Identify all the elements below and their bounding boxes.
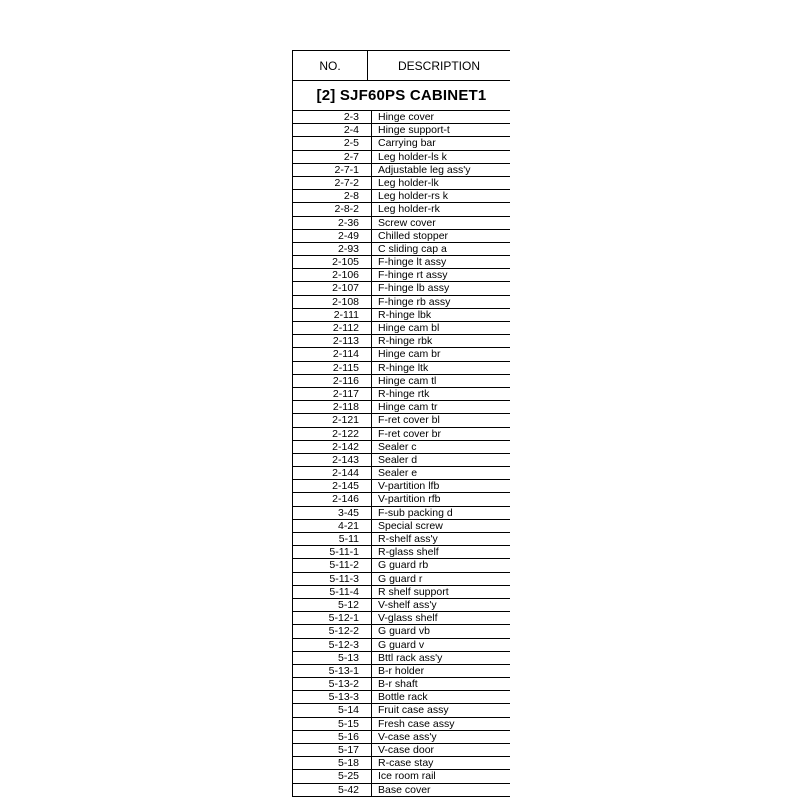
part-description: V-shelf ass'y xyxy=(378,598,437,611)
table-row xyxy=(293,282,510,295)
part-description: R shelf support xyxy=(378,585,449,598)
table-row xyxy=(293,573,510,586)
part-description: Hinge cam bl xyxy=(378,322,440,334)
part-number: 5-13 xyxy=(293,652,372,664)
table-row xyxy=(293,137,510,150)
table-row xyxy=(293,243,510,256)
part-description: Hinge cover xyxy=(378,111,435,123)
part-description: Fruit case assy xyxy=(378,704,449,717)
table-header xyxy=(292,50,510,81)
part-description: G guard r xyxy=(378,572,423,585)
table-row xyxy=(293,375,510,388)
part-number: 2-113 xyxy=(293,335,372,347)
part-number: 2-107 xyxy=(293,282,372,294)
header-description: DESCRIPTION xyxy=(397,58,480,73)
part-number: 2-115 xyxy=(293,362,372,374)
table-row xyxy=(293,784,510,797)
part-number: 5-16 xyxy=(293,731,372,743)
part-description: B-r holder xyxy=(378,664,425,677)
part-description: Sealer d xyxy=(378,453,418,466)
table-row xyxy=(293,322,510,335)
part-number: 5-11 xyxy=(293,533,372,545)
table-row xyxy=(293,559,510,572)
part-description: Fresh case assy xyxy=(378,717,455,730)
table-row xyxy=(293,203,510,216)
part-description: Bottle rack xyxy=(378,691,428,704)
part-description: B-r shaft xyxy=(378,678,418,691)
part-description: Screw cover xyxy=(378,216,436,229)
table-row xyxy=(293,599,510,612)
table-row xyxy=(293,454,510,467)
header-no: NO. xyxy=(293,51,368,80)
part-number: 2-7 xyxy=(293,151,372,163)
part-description: R-case stay xyxy=(378,757,434,770)
part-description: Chilled stopper xyxy=(378,229,449,242)
table-row xyxy=(293,441,510,454)
section-title: [2] SJF60PS CABINET1 xyxy=(292,81,510,111)
part-description: R-hinge rbk xyxy=(378,335,433,348)
part-description: Ice room rail xyxy=(378,770,436,783)
part-description: Hinge support-t xyxy=(378,124,450,137)
part-number: 5-11-1 xyxy=(293,546,372,558)
part-number: 2-111 xyxy=(293,309,372,321)
part-number: 2-5 xyxy=(293,137,372,149)
part-description: Bttl rack ass'y xyxy=(378,651,443,664)
table-row xyxy=(293,612,510,625)
part-number: 2-105 xyxy=(293,256,372,268)
table-row xyxy=(293,414,510,427)
part-number: 2-114 xyxy=(293,348,372,360)
table-row xyxy=(293,309,510,322)
part-description: F-hinge lt assy xyxy=(378,256,447,269)
part-number: 2-108 xyxy=(293,296,372,308)
table-row xyxy=(293,124,510,137)
part-description: V-case door xyxy=(378,744,435,756)
part-number: 2-117 xyxy=(293,388,372,400)
table-row xyxy=(293,335,510,348)
part-description: Hinge cam tr xyxy=(378,401,438,414)
part-number: 2-112 xyxy=(293,322,372,334)
table-row xyxy=(293,217,510,230)
part-number: 2-93 xyxy=(293,243,372,255)
part-description: F-ret cover br xyxy=(378,427,442,440)
part-number: 5-11-4 xyxy=(293,586,372,598)
part-number: 2-116 xyxy=(293,375,372,387)
part-number: 4-21 xyxy=(293,520,372,532)
table-row xyxy=(293,520,510,533)
part-number: 5-13-3 xyxy=(293,691,372,703)
part-number: 5-11-3 xyxy=(293,573,372,585)
part-number: 2-4 xyxy=(293,124,372,136)
part-description: Adjustable leg ass'y xyxy=(378,163,471,176)
table-row xyxy=(293,164,510,177)
table-row xyxy=(293,639,510,652)
part-description: R-glass shelf xyxy=(378,546,439,559)
part-description: F-hinge lb assy xyxy=(378,282,450,295)
part-number: 2-142 xyxy=(293,441,372,453)
part-number: 5-12-3 xyxy=(293,639,372,651)
table-row xyxy=(293,533,510,546)
table-row xyxy=(293,230,510,243)
part-number: 2-106 xyxy=(293,269,372,281)
part-number: 5-25 xyxy=(293,770,372,782)
part-description: R-shelf ass'y xyxy=(378,533,438,545)
part-description: V-partition lfb xyxy=(378,480,440,493)
parts-list-table xyxy=(292,50,510,797)
table-body xyxy=(292,111,510,797)
table-row xyxy=(293,401,510,414)
table-row xyxy=(293,704,510,717)
part-number: 5-11-2 xyxy=(293,559,372,571)
part-description: V-case ass'y xyxy=(378,730,437,743)
table-row xyxy=(293,770,510,783)
part-description: Leg holder-ls k xyxy=(378,150,447,163)
part-number: 3-45 xyxy=(293,507,372,519)
part-description: Leg holder-rk xyxy=(378,203,440,216)
table-row xyxy=(293,151,510,164)
part-number: 5-13-2 xyxy=(293,678,372,690)
table-row xyxy=(293,586,510,599)
table-row xyxy=(293,625,510,638)
table-row xyxy=(293,480,510,493)
part-number: 2-8 xyxy=(293,190,372,202)
table-row xyxy=(293,744,510,757)
part-description: R-hinge ltk xyxy=(378,361,429,374)
table-row xyxy=(293,718,510,731)
part-description: Special screw xyxy=(378,519,443,532)
part-description: Leg holder-rs k xyxy=(378,190,449,203)
part-description: G guard vb xyxy=(378,625,430,638)
table-row xyxy=(293,493,510,506)
part-description: F-sub packing d xyxy=(378,506,453,519)
table-row xyxy=(293,428,510,441)
part-description: G guard rb xyxy=(378,559,429,572)
part-description: Base cover xyxy=(378,783,431,796)
part-description: C sliding cap a xyxy=(378,242,447,255)
part-number: 5-12-2 xyxy=(293,625,372,637)
part-number: 2-143 xyxy=(293,454,372,466)
part-description: F-hinge rb assy xyxy=(378,295,451,308)
table-row xyxy=(293,652,510,665)
table-row xyxy=(293,111,510,124)
part-number: 5-15 xyxy=(293,718,372,730)
table-row xyxy=(293,731,510,744)
part-number: 5-14 xyxy=(293,704,372,716)
table-row xyxy=(293,757,510,770)
table-row xyxy=(293,348,510,361)
table-row xyxy=(293,269,510,282)
part-description: G guard v xyxy=(378,638,425,651)
part-description: V-partition rfb xyxy=(378,493,441,506)
table-row xyxy=(293,467,510,480)
table-row xyxy=(293,362,510,375)
part-number: 2-144 xyxy=(293,467,372,479)
part-description: R-hinge rtk xyxy=(378,387,430,400)
part-number: 2-122 xyxy=(293,428,372,440)
part-number: 2-7-2 xyxy=(293,177,372,189)
part-description: Sealer e xyxy=(378,467,418,480)
table-row xyxy=(293,388,510,401)
table-row xyxy=(293,296,510,309)
part-number: 2-7-1 xyxy=(293,164,372,176)
part-number: 2-49 xyxy=(293,230,372,242)
table-row xyxy=(293,691,510,704)
table-row xyxy=(293,665,510,678)
part-number: 5-12-1 xyxy=(293,612,372,624)
part-number: 2-3 xyxy=(293,111,372,123)
table-row xyxy=(293,256,510,269)
part-description: F-hinge rt assy xyxy=(378,269,448,282)
part-description: R-hinge lbk xyxy=(378,308,432,321)
part-number: 2-145 xyxy=(293,480,372,492)
part-number: 2-121 xyxy=(293,414,372,426)
table-row xyxy=(293,177,510,190)
part-number: 2-36 xyxy=(293,217,372,229)
part-description: Carrying bar xyxy=(378,137,436,150)
part-number: 2-8-2 xyxy=(293,203,372,215)
part-number: 2-146 xyxy=(293,493,372,505)
part-description: Hinge cam br xyxy=(378,348,441,361)
table-row xyxy=(293,678,510,691)
part-description: Leg holder-lk xyxy=(378,176,439,189)
part-number: 5-17 xyxy=(293,744,372,756)
part-number: 2-118 xyxy=(293,401,372,413)
part-number: 5-12 xyxy=(293,599,372,611)
table-row xyxy=(293,507,510,520)
part-number: 5-42 xyxy=(293,784,372,796)
table-row xyxy=(293,546,510,559)
part-description: Hinge cam tl xyxy=(378,374,437,387)
part-description: F-ret cover bl xyxy=(378,414,440,427)
part-description: Sealer c xyxy=(378,440,417,453)
part-number: 5-13-1 xyxy=(293,665,372,677)
table-row xyxy=(293,190,510,203)
part-number: 5-18 xyxy=(293,757,372,769)
part-description: V-glass shelf xyxy=(378,612,438,625)
